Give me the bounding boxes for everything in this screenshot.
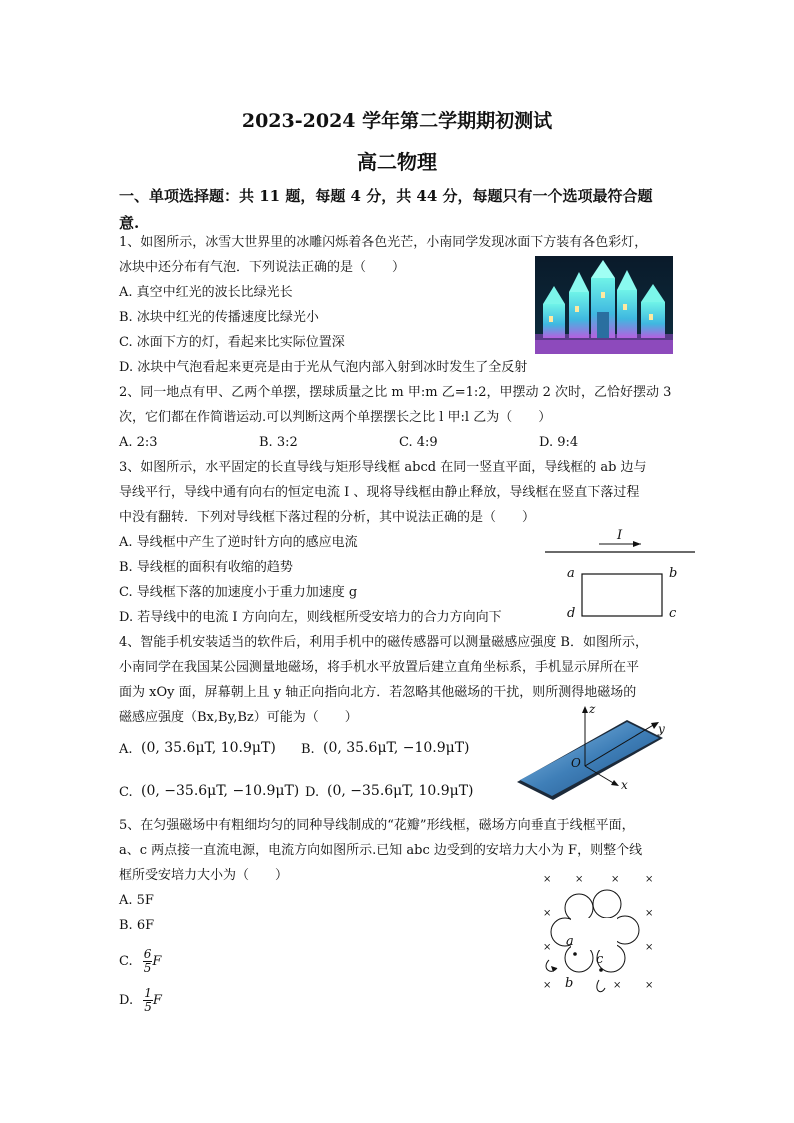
section-heading <box>119 183 689 237</box>
field-cross: × <box>611 874 620 885</box>
corner-label-d: d <box>567 606 576 621</box>
q5-option-c-label: C. <box>119 954 133 969</box>
q5-option-c-fraction <box>143 948 153 975</box>
q4-stem-line4: 磁感应强度（Bx,By,Bz）可能为（ ） <box>119 710 358 725</box>
field-cross: × <box>543 908 552 919</box>
axis-label-x: x <box>621 778 628 792</box>
q5-option-d-label: D. <box>119 993 134 1008</box>
q4-stem-line3: 面为 xOy 面，屏幕朝上且 y 轴正向指向北方．若忽略其他磁场的干扰，则所测得地磁场的 <box>119 685 637 700</box>
origin-label-o: O <box>571 756 581 770</box>
field-cross: × <box>543 980 552 991</box>
q3-stem-line3: 中没有翻转．下列对导线框下落过程的分析，其中说法正确的是（ ） <box>119 510 536 525</box>
corner-label-a: a <box>567 566 575 581</box>
q4-option-d-label: D. <box>305 785 320 800</box>
field-cross: × <box>645 874 654 885</box>
q3-option-c: C. 导线框下落的加速度小于重力加速度 g <box>119 585 358 600</box>
q4-option-d: (0, −35.6μT, 10.9μT) <box>327 783 474 799</box>
flower-frame-figure <box>535 872 665 1000</box>
field-cross: × <box>645 942 654 953</box>
q2-option-d: D. 9:4 <box>539 435 579 450</box>
q1-option-c: C. 冰面下方的灯，看起来比实际位置深 <box>119 335 345 350</box>
field-cross: × <box>575 874 584 885</box>
q5-stem-line3: 框所受安培力大小为（ ） <box>119 868 289 883</box>
axis-label-y: y <box>658 722 665 736</box>
q4-option-c-label: C. <box>119 785 133 800</box>
fraction-denominator: 5 <box>144 1000 152 1014</box>
point-label-b: b <box>565 976 574 991</box>
section-heading-line1: 一、单项选择题：共 11 题，每题 4 分，共 44 分，每题只有一个选项最符合题 <box>119 187 653 205</box>
fraction-numerator: 1 <box>144 986 152 1000</box>
q5-stem-line1: 5、在匀强磁场中有粗细均匀的同种导线制成的“花瓣”形线框，磁场方向垂直于线框平面， <box>119 818 635 833</box>
point-label-a: a <box>566 934 574 949</box>
field-cross: × <box>645 980 654 991</box>
current-label-i: I <box>617 528 623 543</box>
section-heading-line2: 意. <box>119 214 140 232</box>
field-cross: × <box>613 980 622 991</box>
q5-option-a: A. 5F <box>119 893 154 908</box>
q4-option-c: (0, −35.6μT, −10.9μT) <box>141 783 300 799</box>
q1-stem-line1: 1、如图所示，冰雪大世界里的冰雕闪烁着各色光芒，小南同学发现冰面下方装有各色彩灯， <box>119 235 648 250</box>
wire-frame-figure <box>545 528 697 624</box>
q1-option-d: D. 冰块中气泡看起来更亮是由于光从气泡内部入射到冰时发生了全反射 <box>119 360 528 375</box>
q4-stem-line1: 4、智能手机安装适当的软件后，利用手机中的磁传感器可以测量磁感应强度 B．如图所示， <box>119 635 648 650</box>
q4-option-b: (0, 35.6μT, −10.9μT) <box>323 740 470 756</box>
q4-option-b-label: B. <box>301 742 315 757</box>
q4-stem-line2: 小南同学在我国某公园测量地磁场，将手机水平放置后建立直角坐标系，手机显示屏所在平 <box>119 660 640 675</box>
axis-label-z: z <box>589 702 596 716</box>
corner-label-b: b <box>669 566 678 581</box>
corner-label-c: c <box>669 606 677 621</box>
phone-axes-figure <box>515 700 680 812</box>
q2-stem-line1: 2、同一地点有甲、乙两个单摆，摆球质量之比 m 甲:m 乙=1:2，甲摆动 2 次时，乙恰好摆动 3 <box>119 385 672 400</box>
q5-option-d <box>119 987 162 1014</box>
q2-option-a: A. 2:3 <box>119 435 158 450</box>
q3-option-a: A. 导线框中产生了逆时针方向的感应电流 <box>119 535 358 550</box>
q3-stem-line2: 导线平行，导线中通有向右的恒定电流 I 、现将导线框由静止释放，导线框在竖直下落过程 <box>119 485 640 500</box>
field-cross: × <box>543 942 552 953</box>
force-symbol: F <box>152 993 162 1008</box>
force-symbol: F <box>152 954 162 969</box>
ice-castle-photo <box>535 256 673 354</box>
exam-subject: 高二物理 <box>357 150 437 174</box>
q4-option-a: (0, 35.6μT, 10.9μT) <box>141 740 276 756</box>
field-cross: × <box>645 908 654 919</box>
q1-stem-line2: 冰块中还分布有气泡．下列说法正确的是（ ） <box>119 260 406 275</box>
exam-title: 2023-2024 学年第二学期期初测试 <box>241 110 553 132</box>
q5-option-d-fraction <box>143 987 153 1014</box>
q2-option-c: C. 4:9 <box>399 435 438 450</box>
q3-option-d: D. 若导线中的电流 I 方向向左，则线框所受安培力的合力方向向下 <box>119 610 502 625</box>
q5-option-b: B. 6F <box>119 918 155 933</box>
q4-option-a-label: A. <box>119 742 133 757</box>
q3-stem-line1: 3、如图所示，水平固定的长直导线与矩形导线框 abcd 在同一竖直平面，导线框的 ab 边与 <box>119 460 647 475</box>
q2-option-b: B. 3:2 <box>259 435 298 450</box>
q3-option-b: B. 导线框的面积有收缩的趋势 <box>119 560 293 575</box>
field-cross: × <box>543 874 552 885</box>
q1-option-a: A. 真空中红光的波长比绿光长 <box>119 285 293 300</box>
q2-stem-line2: 次，它们都在作简谐运动.可以判断这两个单摆摆长之比 l 甲:l 乙为（ ） <box>119 410 552 425</box>
q5-option-c <box>119 948 161 975</box>
fraction-denominator: 5 <box>143 961 152 975</box>
q5-stem-line2: a、c 两点接一直流电源，电流方向如图所示.已知 abc 边受到的安培力大小为 F，则整个线 <box>119 843 643 858</box>
q1-option-b: B. 冰块中红光的传播速度比绿光小 <box>119 310 319 325</box>
point-label-c: c <box>596 952 604 967</box>
fraction-numerator: 6 <box>143 947 152 961</box>
